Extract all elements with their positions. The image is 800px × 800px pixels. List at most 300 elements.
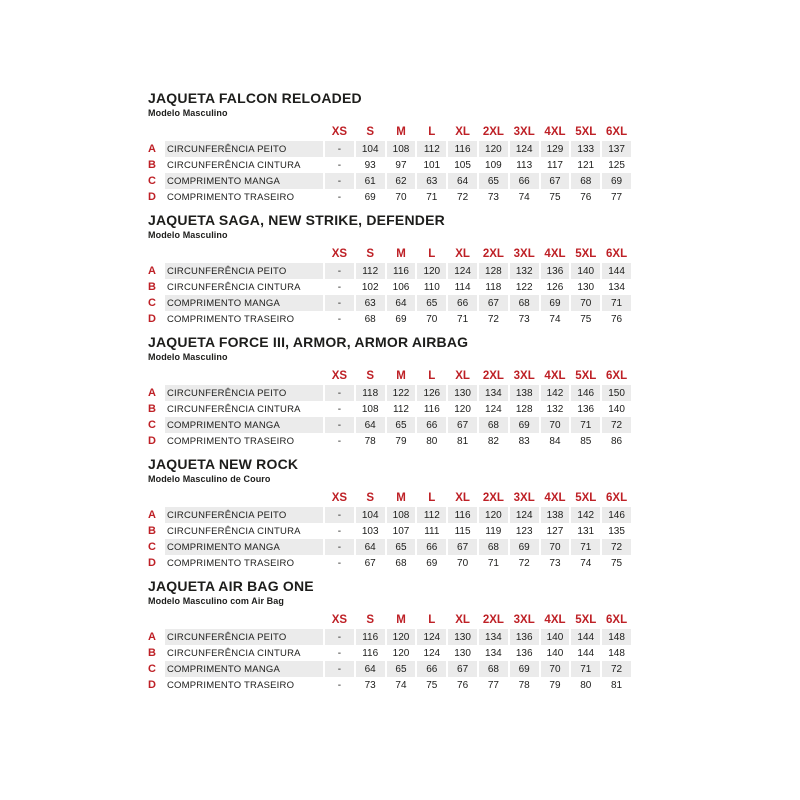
size-column-header: L bbox=[428, 614, 436, 626]
value-cell: 120 bbox=[417, 263, 446, 279]
value-cell: 102 bbox=[361, 281, 379, 293]
row-letter: A bbox=[148, 143, 156, 155]
size-header-cells bbox=[325, 611, 631, 629]
size-column-header: S bbox=[366, 492, 375, 504]
value-cell: 64 bbox=[387, 295, 416, 311]
value-cell: 144 bbox=[571, 629, 600, 645]
value-cell: 134 bbox=[479, 385, 508, 401]
size-column-header: M bbox=[396, 126, 406, 138]
value-cell: 67 bbox=[448, 417, 477, 433]
value-cell: 79 bbox=[395, 435, 407, 447]
row-letter: B bbox=[148, 525, 156, 537]
row-label: CIRCUNFERÊNCIA PEITO bbox=[165, 385, 323, 401]
value-cell: 69 bbox=[541, 295, 570, 311]
value-cell: 122 bbox=[515, 281, 533, 293]
value-cell: - bbox=[337, 435, 342, 447]
row-label: CIRCUNFERÊNCIA CINTURA bbox=[167, 403, 301, 415]
value-cell: 81 bbox=[611, 679, 623, 691]
value-cell: 132 bbox=[546, 403, 564, 415]
size-charts bbox=[148, 90, 631, 700]
value-cell: - bbox=[325, 629, 354, 645]
size-column-header: XL bbox=[455, 614, 470, 626]
letter-spacer bbox=[148, 489, 165, 507]
value-cell: 136 bbox=[541, 263, 570, 279]
row-label: CIRCUNFERÊNCIA CINTURA bbox=[167, 281, 301, 293]
row-label: COMPRIMENTO TRASEIRO bbox=[167, 191, 295, 203]
measurement-row bbox=[148, 385, 631, 401]
value-cell: 73 bbox=[518, 313, 530, 325]
row-values bbox=[325, 385, 631, 401]
table-subtitle: Modelo Masculino bbox=[148, 352, 228, 362]
size-column-header: S bbox=[366, 126, 375, 138]
value-cell: 64 bbox=[356, 539, 385, 555]
value-cell: 84 bbox=[549, 435, 561, 447]
value-cell: 74 bbox=[580, 557, 592, 569]
row-label: COMPRIMENTO MANGA bbox=[165, 539, 323, 555]
value-cell: 69 bbox=[364, 191, 376, 203]
size-table-1 bbox=[148, 90, 631, 205]
value-cell: 103 bbox=[361, 525, 379, 537]
table-subtitle: Modelo Masculino bbox=[148, 108, 228, 118]
row-values bbox=[325, 539, 631, 555]
value-cell: 120 bbox=[454, 403, 471, 415]
value-cell: 112 bbox=[393, 403, 409, 415]
value-cell: 66 bbox=[448, 295, 477, 311]
value-cell: 70 bbox=[395, 191, 407, 203]
value-cell: 133 bbox=[571, 141, 600, 157]
size-column-header: 3XL bbox=[513, 492, 535, 504]
value-cell: 70 bbox=[541, 539, 570, 555]
value-cell: 107 bbox=[392, 525, 410, 537]
measurement-row bbox=[148, 173, 631, 189]
size-column-header: M bbox=[396, 614, 406, 626]
letter-spacer bbox=[148, 367, 165, 385]
value-cell: 68 bbox=[571, 173, 600, 189]
size-column-header: 6XL bbox=[606, 248, 628, 260]
label-spacer bbox=[165, 123, 323, 141]
row-label: CIRCUNFERÊNCIA CINTURA bbox=[167, 159, 301, 171]
value-cell: 77 bbox=[611, 191, 623, 203]
row-label: COMPRIMENTO MANGA bbox=[165, 295, 323, 311]
value-cell: 116 bbox=[423, 403, 440, 415]
value-cell: 128 bbox=[479, 263, 508, 279]
value-cell: 129 bbox=[541, 141, 570, 157]
value-cell: 142 bbox=[541, 385, 570, 401]
value-cell: 65 bbox=[479, 173, 508, 189]
value-cell: 62 bbox=[387, 173, 416, 189]
row-values bbox=[325, 677, 631, 693]
value-cell: 68 bbox=[395, 557, 407, 569]
value-cell: 71 bbox=[457, 313, 469, 325]
value-cell: 105 bbox=[454, 159, 471, 171]
row-label: COMPRIMENTO MANGA bbox=[165, 173, 323, 189]
size-column-header: L bbox=[428, 370, 436, 382]
value-cell: 71 bbox=[571, 661, 600, 677]
value-cell: 108 bbox=[361, 403, 379, 415]
value-cell: 126 bbox=[546, 281, 564, 293]
value-cell: 144 bbox=[602, 263, 631, 279]
size-header-row bbox=[148, 611, 631, 629]
value-cell: 64 bbox=[448, 173, 477, 189]
row-letter: C bbox=[148, 297, 156, 309]
value-cell: 75 bbox=[611, 557, 623, 569]
row-label: COMPRIMENTO TRASEIRO bbox=[167, 435, 295, 447]
value-cell: 73 bbox=[487, 191, 499, 203]
row-label: COMPRIMENTO TRASEIRO bbox=[167, 313, 295, 325]
row-values bbox=[325, 157, 631, 173]
size-header-row bbox=[148, 245, 631, 263]
value-cell: 116 bbox=[448, 141, 477, 157]
row-letter: D bbox=[148, 435, 156, 447]
value-cell: 148 bbox=[602, 629, 631, 645]
row-label: CIRCUNFERÊNCIA PEITO bbox=[165, 629, 323, 645]
value-cell: 71 bbox=[602, 295, 631, 311]
row-letter: C bbox=[148, 541, 156, 553]
table-title: JAQUETA FALCON RELOADED bbox=[148, 90, 362, 106]
row-letter: C bbox=[148, 419, 156, 431]
value-cell: 72 bbox=[457, 191, 469, 203]
value-cell: 135 bbox=[608, 525, 625, 537]
value-cell: 77 bbox=[487, 679, 499, 691]
value-cell: 104 bbox=[356, 507, 385, 523]
size-column-header: 3XL bbox=[513, 248, 535, 260]
value-cell: 119 bbox=[485, 525, 502, 537]
size-column-header: 6XL bbox=[606, 614, 628, 626]
row-letter: B bbox=[148, 159, 156, 171]
value-cell: - bbox=[337, 313, 342, 325]
value-cell: 150 bbox=[602, 385, 631, 401]
value-cell: 67 bbox=[541, 173, 570, 189]
value-cell: 120 bbox=[387, 629, 416, 645]
value-cell: - bbox=[325, 539, 354, 555]
value-cell: 76 bbox=[580, 191, 592, 203]
value-cell: 109 bbox=[485, 159, 502, 171]
size-column-header: 3XL bbox=[513, 126, 535, 138]
value-cell: 71 bbox=[487, 557, 499, 569]
value-cell: 71 bbox=[426, 191, 438, 203]
value-cell: - bbox=[325, 173, 354, 189]
value-cell: 66 bbox=[417, 661, 446, 677]
measurement-row bbox=[148, 539, 631, 555]
size-header-cells bbox=[325, 367, 631, 385]
measurement-row bbox=[148, 677, 631, 693]
value-cell: 108 bbox=[387, 141, 416, 157]
measurement-row bbox=[148, 417, 631, 433]
table-subtitle: Modelo Masculino bbox=[148, 230, 228, 240]
value-cell: 125 bbox=[608, 159, 625, 171]
value-cell: 130 bbox=[454, 647, 471, 659]
value-cell: 78 bbox=[364, 435, 376, 447]
value-cell: 124 bbox=[417, 629, 446, 645]
value-cell: 74 bbox=[395, 679, 407, 691]
value-cell: - bbox=[337, 557, 342, 569]
value-cell: - bbox=[325, 661, 354, 677]
size-table-3 bbox=[148, 334, 631, 449]
value-cell: 75 bbox=[549, 191, 561, 203]
row-values bbox=[325, 645, 631, 661]
value-cell: 131 bbox=[577, 525, 595, 537]
value-cell: 81 bbox=[457, 435, 469, 447]
row-values bbox=[325, 173, 631, 189]
size-column-header: L bbox=[428, 248, 436, 260]
row-label: COMPRIMENTO TRASEIRO bbox=[167, 557, 295, 569]
size-header-row bbox=[148, 489, 631, 507]
row-values bbox=[325, 523, 631, 539]
size-column-header: XL bbox=[455, 370, 470, 382]
value-cell: 68 bbox=[364, 313, 376, 325]
size-column-header: XS bbox=[331, 614, 348, 626]
value-cell: 72 bbox=[487, 313, 499, 325]
row-values bbox=[325, 433, 631, 449]
size-column-header: XL bbox=[455, 248, 470, 260]
value-cell: 140 bbox=[546, 647, 564, 659]
size-column-header: 3XL bbox=[513, 370, 535, 382]
size-column-header: 5XL bbox=[575, 248, 597, 260]
value-cell: - bbox=[337, 191, 342, 203]
value-cell: 123 bbox=[515, 525, 533, 537]
value-cell: 121 bbox=[577, 159, 595, 171]
value-cell: 112 bbox=[417, 507, 446, 523]
measurement-row bbox=[148, 555, 631, 571]
value-cell: 122 bbox=[387, 385, 416, 401]
label-spacer bbox=[165, 489, 323, 507]
row-letter: B bbox=[148, 647, 156, 659]
size-column-header: 5XL bbox=[575, 614, 597, 626]
size-table-4 bbox=[148, 456, 631, 571]
row-values bbox=[325, 295, 631, 311]
table-title: JAQUETA AIR BAG ONE bbox=[148, 578, 314, 594]
row-values bbox=[325, 141, 631, 157]
table-title: JAQUETA NEW ROCK bbox=[148, 456, 299, 472]
size-column-header: XL bbox=[455, 492, 470, 504]
value-cell: 144 bbox=[577, 647, 595, 659]
value-cell: 108 bbox=[387, 507, 416, 523]
size-column-header: 5XL bbox=[575, 492, 597, 504]
value-cell: 136 bbox=[577, 403, 595, 415]
row-letter: A bbox=[148, 631, 156, 643]
value-cell: 79 bbox=[549, 679, 561, 691]
size-header-cells bbox=[325, 489, 631, 507]
value-cell: 128 bbox=[515, 403, 533, 415]
value-cell: 137 bbox=[602, 141, 631, 157]
value-cell: 106 bbox=[392, 281, 410, 293]
value-cell: 72 bbox=[602, 417, 631, 433]
value-cell: 70 bbox=[541, 417, 570, 433]
value-cell: 69 bbox=[395, 313, 407, 325]
value-cell: 70 bbox=[541, 661, 570, 677]
size-column-header: 2XL bbox=[482, 614, 504, 626]
value-cell: 146 bbox=[571, 385, 600, 401]
value-cell: 130 bbox=[448, 629, 477, 645]
row-letter: B bbox=[148, 403, 156, 415]
value-cell: 69 bbox=[602, 173, 631, 189]
value-cell: 80 bbox=[426, 435, 438, 447]
row-values bbox=[325, 417, 631, 433]
value-cell: 70 bbox=[571, 295, 600, 311]
value-cell: 130 bbox=[577, 281, 595, 293]
size-column-header: 6XL bbox=[606, 370, 628, 382]
value-cell: 114 bbox=[454, 281, 471, 293]
value-cell: 138 bbox=[541, 507, 570, 523]
row-letter: D bbox=[148, 679, 156, 691]
value-cell: 120 bbox=[479, 141, 508, 157]
value-cell: 113 bbox=[516, 159, 533, 171]
value-cell: 134 bbox=[479, 629, 508, 645]
value-cell: - bbox=[325, 295, 354, 311]
value-cell: 138 bbox=[510, 385, 539, 401]
label-spacer bbox=[165, 611, 323, 629]
value-cell: 124 bbox=[448, 263, 477, 279]
measurement-row bbox=[148, 661, 631, 677]
measurement-row bbox=[148, 433, 631, 449]
size-column-header: 4XL bbox=[544, 614, 566, 626]
value-cell: 148 bbox=[608, 647, 625, 659]
size-column-header: XS bbox=[331, 248, 348, 260]
size-header-cells bbox=[325, 123, 631, 141]
value-cell: 146 bbox=[602, 507, 631, 523]
value-cell: 130 bbox=[448, 385, 477, 401]
row-label: COMPRIMENTO MANGA bbox=[165, 661, 323, 677]
value-cell: - bbox=[337, 159, 342, 171]
value-cell: - bbox=[337, 525, 342, 537]
row-label: CIRCUNFERÊNCIA CINTURA bbox=[167, 647, 301, 659]
value-cell: - bbox=[325, 385, 354, 401]
measurement-row bbox=[148, 645, 631, 661]
size-column-header: 4XL bbox=[544, 492, 566, 504]
value-cell: 76 bbox=[611, 313, 623, 325]
value-cell: - bbox=[325, 263, 354, 279]
value-cell: 71 bbox=[571, 539, 600, 555]
row-letter: B bbox=[148, 281, 156, 293]
measurement-row bbox=[148, 629, 631, 645]
value-cell: 61 bbox=[356, 173, 385, 189]
row-letter: C bbox=[148, 663, 156, 675]
measurement-row bbox=[148, 401, 631, 417]
value-cell: 142 bbox=[571, 507, 600, 523]
value-cell: 73 bbox=[549, 557, 561, 569]
value-cell: 70 bbox=[457, 557, 469, 569]
size-header-row bbox=[148, 367, 631, 385]
value-cell: 124 bbox=[485, 403, 502, 415]
table-title: JAQUETA SAGA, NEW STRIKE, DEFENDER bbox=[148, 212, 445, 228]
measurement-row bbox=[148, 507, 631, 523]
value-cell: - bbox=[325, 417, 354, 433]
row-label: CIRCUNFERÊNCIA CINTURA bbox=[167, 525, 301, 537]
row-letter: D bbox=[148, 313, 156, 325]
size-column-header: L bbox=[428, 126, 436, 138]
value-cell: 118 bbox=[485, 281, 502, 293]
size-column-header: 3XL bbox=[513, 614, 535, 626]
size-column-header: M bbox=[396, 370, 406, 382]
value-cell: 67 bbox=[364, 557, 376, 569]
row-values bbox=[325, 311, 631, 327]
size-column-header: 2XL bbox=[482, 370, 504, 382]
value-cell: 112 bbox=[417, 141, 446, 157]
value-cell: 73 bbox=[364, 679, 376, 691]
row-values bbox=[325, 263, 631, 279]
row-letter: A bbox=[148, 265, 156, 277]
table-subtitle: Modelo Masculino com Air Bag bbox=[148, 596, 284, 606]
label-spacer bbox=[165, 367, 323, 385]
row-values bbox=[325, 189, 631, 205]
row-letter: D bbox=[148, 557, 156, 569]
row-label: CIRCUNFERÊNCIA PEITO bbox=[165, 263, 323, 279]
value-cell: 67 bbox=[448, 539, 477, 555]
measurement-row bbox=[148, 263, 631, 279]
value-cell: 127 bbox=[546, 525, 564, 537]
size-column-header: M bbox=[396, 492, 406, 504]
value-cell: 67 bbox=[448, 661, 477, 677]
value-cell: 117 bbox=[547, 159, 563, 171]
value-cell: 140 bbox=[608, 403, 625, 415]
measurement-row bbox=[148, 157, 631, 173]
row-letter: D bbox=[148, 191, 156, 203]
size-column-header: 6XL bbox=[606, 126, 628, 138]
value-cell: 68 bbox=[479, 417, 508, 433]
measurement-row bbox=[148, 141, 631, 157]
value-cell: 124 bbox=[510, 141, 539, 157]
value-cell: 83 bbox=[518, 435, 530, 447]
size-column-header: 2XL bbox=[482, 126, 504, 138]
value-cell: 111 bbox=[424, 525, 440, 537]
value-cell: 69 bbox=[510, 539, 539, 555]
value-cell: 80 bbox=[580, 679, 592, 691]
value-cell: 72 bbox=[602, 539, 631, 555]
row-values bbox=[325, 279, 631, 295]
letter-spacer bbox=[148, 245, 165, 263]
value-cell: 124 bbox=[510, 507, 539, 523]
row-values bbox=[325, 507, 631, 523]
value-cell: 67 bbox=[479, 295, 508, 311]
value-cell: 112 bbox=[356, 263, 385, 279]
size-column-header: XS bbox=[331, 126, 348, 138]
value-cell: 69 bbox=[510, 661, 539, 677]
size-header-cells bbox=[325, 245, 631, 263]
measurement-row bbox=[148, 523, 631, 539]
row-label: CIRCUNFERÊNCIA PEITO bbox=[165, 141, 323, 157]
value-cell: - bbox=[337, 647, 342, 659]
value-cell: 116 bbox=[387, 263, 416, 279]
value-cell: 110 bbox=[423, 281, 440, 293]
value-cell: 132 bbox=[510, 263, 539, 279]
value-cell: 136 bbox=[510, 629, 539, 645]
value-cell: 69 bbox=[426, 557, 438, 569]
value-cell: 63 bbox=[356, 295, 385, 311]
value-cell: 101 bbox=[423, 159, 441, 171]
value-cell: 134 bbox=[608, 281, 625, 293]
value-cell: 65 bbox=[387, 661, 416, 677]
value-cell: 97 bbox=[395, 159, 407, 171]
value-cell: 75 bbox=[580, 313, 592, 325]
value-cell: 68 bbox=[479, 539, 508, 555]
value-cell: 78 bbox=[518, 679, 530, 691]
value-cell: 104 bbox=[356, 141, 385, 157]
value-cell: 116 bbox=[356, 629, 385, 645]
value-cell: 116 bbox=[448, 507, 477, 523]
value-cell: 140 bbox=[571, 263, 600, 279]
value-cell: 118 bbox=[356, 385, 385, 401]
value-cell: 68 bbox=[510, 295, 539, 311]
value-cell: 115 bbox=[454, 525, 471, 537]
row-letter: A bbox=[148, 387, 156, 399]
value-cell: 86 bbox=[611, 435, 623, 447]
value-cell: 68 bbox=[479, 661, 508, 677]
size-column-header: XS bbox=[331, 492, 348, 504]
table-subtitle: Modelo Masculino de Couro bbox=[148, 474, 271, 484]
value-cell: 65 bbox=[387, 417, 416, 433]
value-cell: 63 bbox=[417, 173, 446, 189]
size-table-2 bbox=[148, 212, 631, 327]
